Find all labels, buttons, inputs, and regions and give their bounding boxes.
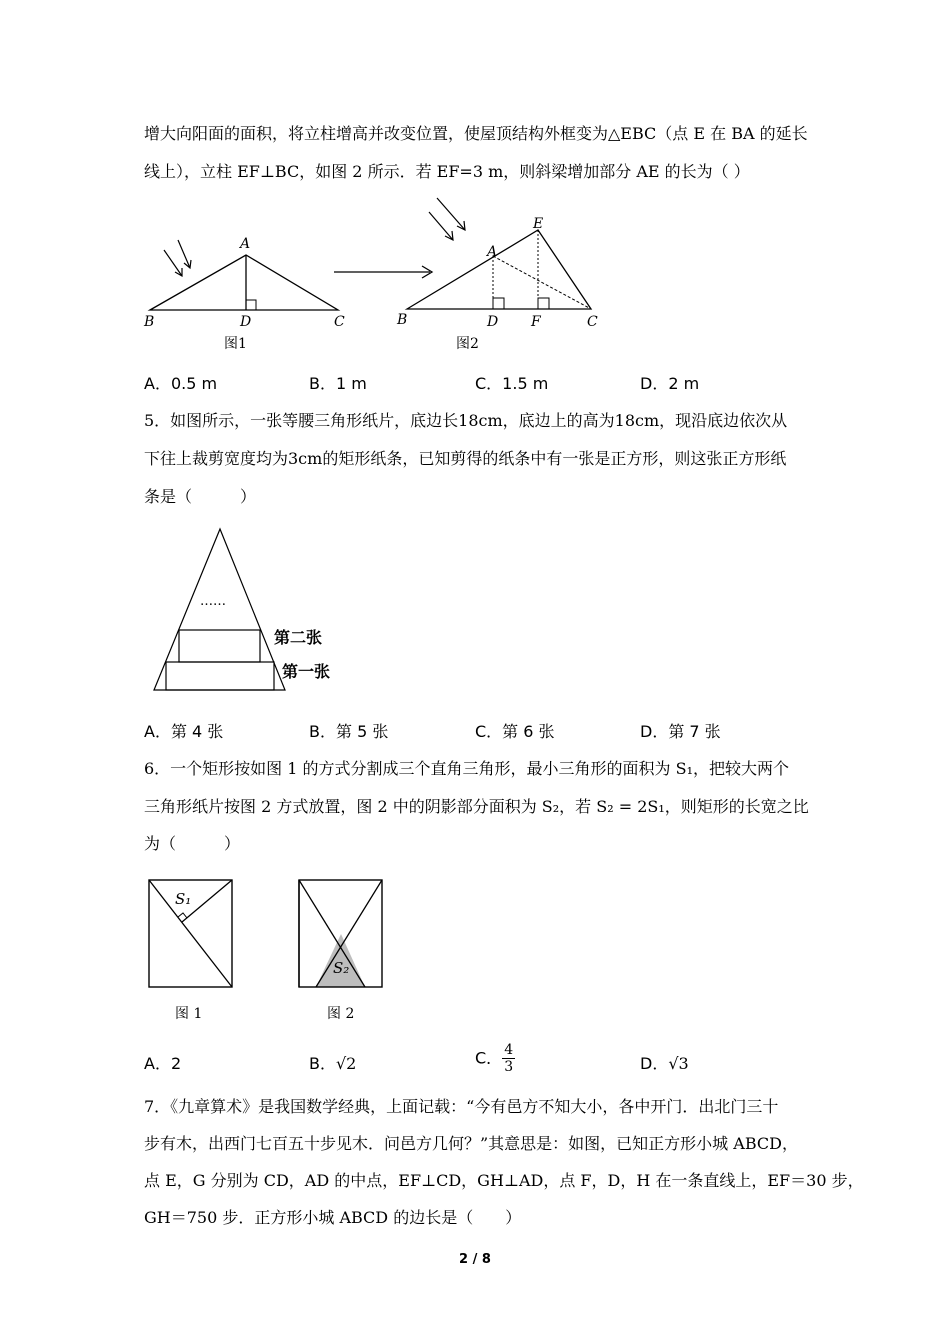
q5-option-d: D．第 7 张: [640, 722, 721, 741]
q7-text-line-3: 点 E，G 分别为 CD，AD 的中点，EF⊥CD，GH⊥AD，点 F，D，H 在一条直线上，EF＝30 步，: [144, 1171, 864, 1190]
q5-triangle-figure: [148, 525, 358, 695]
q6-text-line-2: 三角形纸片按图 2 方式放置，图 2 中的阴影部分面积为 S₂，若 S₂ = 2S₁，则矩形的长宽之比: [144, 797, 809, 816]
q4-option-b: B．1 m: [309, 374, 367, 393]
q7-text-line-1: 7．《九章算术》是我国数学经典，上面记载：“今有邑方不知大小，各中开门．出北门三十: [144, 1097, 779, 1116]
q4-fig1-label-a: A: [240, 236, 251, 252]
q5-label-second-strip: 第二张: [274, 628, 323, 647]
q6-fig2-caption: 图 2: [327, 1006, 355, 1022]
q4-fig2-label-b: B: [397, 312, 408, 328]
q6-text-line-3: 为（ ）: [144, 834, 241, 853]
q6-text-line-1: 6．一个矩形按如图 1 的方式分割成三个直角三角形，最小三角形的面积为 S₁，把较大两个: [144, 759, 789, 778]
q7-text-line-2: 步有木，出西门七百五十步见木．问邑方几何？”其意思是：如图，已知正方形小城 ABCD，: [144, 1134, 798, 1153]
q6-option-c-fraction: [502, 1042, 515, 1075]
q6-option-c-denominator: 3: [504, 1059, 514, 1075]
q4-fig1-label-d: D: [240, 314, 252, 330]
q6-fig2-label-s2: S₂: [333, 959, 350, 977]
q5-dots: ……: [200, 594, 226, 609]
q6-figure-1: [145, 875, 240, 1030]
q4-fig1-label-b: B: [144, 314, 155, 330]
q4-option-d: D．2 m: [640, 374, 700, 393]
q4-fig2-label-e: E: [533, 216, 544, 232]
q6-option-d-sqrt: √3: [668, 1054, 689, 1073]
q5-option-c: C．第 6 张: [475, 722, 555, 741]
q6-fig1-caption: 图 1: [175, 1006, 203, 1022]
q6-fig1-label-s1: S₁: [175, 890, 192, 908]
q6-option-c: [475, 1042, 515, 1075]
q4-text-line-2: 线上），立柱 EF⊥BC，如图 2 所示．若 EF=3 m，则斜梁增加部分 AE 的长为（ ）: [144, 162, 750, 181]
q4-fig1-label-c: C: [334, 314, 345, 330]
q6-figure-2: [295, 875, 390, 1030]
q7-text-line-4: GH＝750 步．正方形小城 ABCD 的边长是（ ）: [144, 1208, 522, 1227]
q5-text-line-1: 5．如图所示，一张等腰三角形纸片，底边长18cm，底边上的高为18cm，现沿底边依次从: [144, 411, 788, 430]
q4-fig2-caption: 图2: [456, 336, 479, 352]
q5-option-b: B．第 5 张: [309, 722, 389, 741]
q6-option-d: [640, 1054, 689, 1074]
q4-figure-1: [140, 230, 350, 355]
q4-fig2-label-f: F: [531, 314, 541, 330]
q6-option-b-sqrt: √2: [335, 1054, 357, 1073]
q5-label-first-strip: 第一张: [282, 662, 331, 681]
q6-option-c-prefix: C．: [475, 1048, 503, 1068]
q4-fig1-caption: 图1: [224, 336, 247, 352]
q4-text-line-1: 增大向阳面的面积，将立柱增高并改变位置，使屋顶结构外框变为△EBC（点 E 在 BA 的延长: [144, 124, 808, 143]
q4-option-a: A．0.5 m: [144, 374, 218, 393]
q5-text-line-2: 下往上裁剪宽度均为3cm的矩形纸条，已知剪得的纸条中有一张是正方形，则这张正方形纸: [144, 449, 787, 468]
q6-option-b: [309, 1054, 356, 1074]
q6-option-a: A．2: [144, 1054, 182, 1073]
q4-option-c: C．1.5 m: [475, 374, 549, 393]
q6-option-d-prefix: D．: [640, 1054, 669, 1073]
q4-fig2-label-a: A: [487, 244, 498, 260]
page-number: 2 / 8: [459, 1252, 491, 1267]
q5-option-a: A．第 4 张: [144, 722, 224, 741]
q4-fig2-label-c: C: [587, 314, 598, 330]
q5-text-line-3: 条是（ ）: [144, 487, 257, 506]
q4-fig2-label-d: D: [487, 314, 499, 330]
q4-figure-2: [395, 194, 610, 354]
q6-option-b-prefix: B．: [309, 1054, 336, 1073]
q6-option-c-numerator: 4: [504, 1042, 514, 1058]
